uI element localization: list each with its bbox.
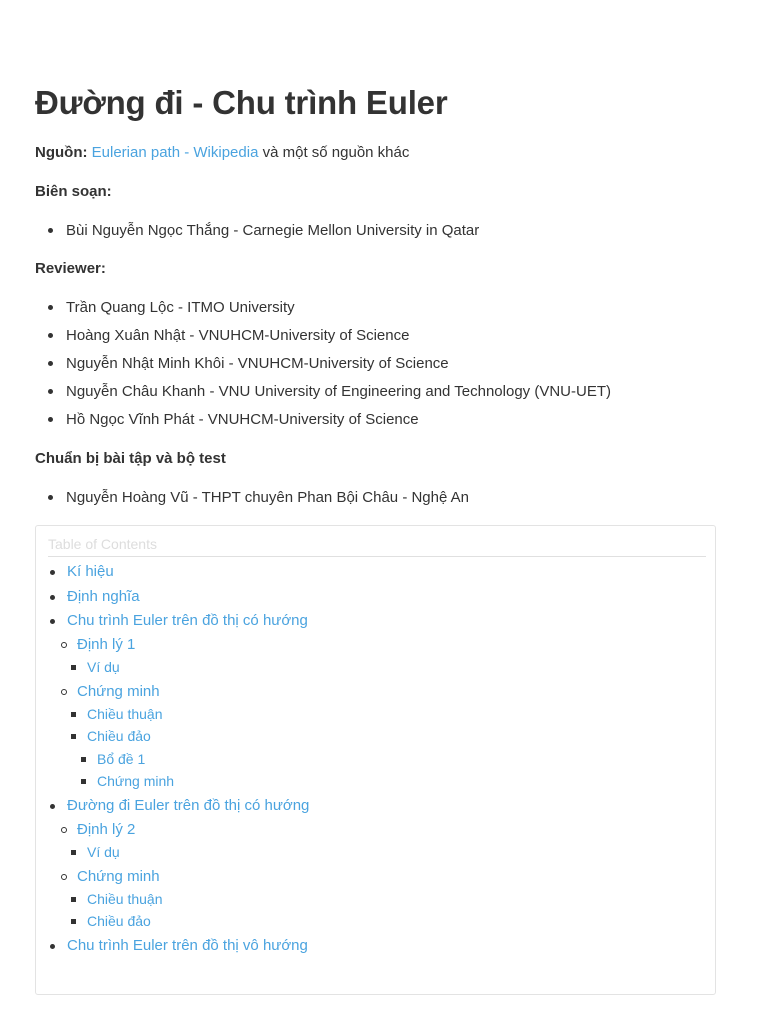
circle-bullet-icon — [61, 827, 67, 833]
source-line — [35, 143, 409, 163]
reviewers-heading: Reviewer: — [35, 260, 106, 277]
toc-item-label: Kí hiệu — [67, 563, 114, 580]
toc-item-label: Chiều đảo — [87, 728, 151, 744]
testers-list — [35, 488, 469, 516]
toc-item[interactable] — [87, 912, 151, 930]
circle-bullet-icon — [61, 874, 67, 880]
square-bullet-icon — [71, 712, 76, 717]
toc-item[interactable] — [87, 890, 163, 908]
list-item: Nguyễn Nhật Minh Khôi - VNUHCM-University of Science — [35, 354, 611, 382]
toc-item[interactable] — [97, 750, 145, 768]
toc-item[interactable] — [87, 843, 120, 861]
toc-item-label: Chu trình Euler trên đồ thị vô hướng — [67, 937, 308, 954]
list-item: Nguyễn Hoàng Vũ - THPT chuyên Phan Bội Châu - Nghệ An — [35, 488, 469, 516]
square-bullet-icon — [71, 850, 76, 855]
toc-item-label: Đường đi Euler trên đồ thị có hướng — [67, 797, 310, 814]
toc-item-label: Định nghĩa — [67, 588, 140, 605]
source-suffix: và một số nguồn khác — [262, 144, 410, 161]
circle-bullet-icon — [61, 642, 67, 648]
toc-item[interactable] — [87, 727, 151, 745]
toc-item[interactable] — [87, 658, 120, 676]
toc-item-label: Chu trình Euler trên đồ thị có hướng — [67, 612, 308, 629]
toc-item[interactable] — [67, 587, 140, 607]
square-bullet-icon — [71, 897, 76, 902]
page-title: Đường đi - Chu trình Euler — [35, 84, 448, 121]
toc-item-label: Chiều thuận — [87, 891, 163, 907]
list-item: Nguyễn Châu Khanh - VNU University of Engineering and Technology (VNU-UET) — [35, 382, 611, 410]
toc-item-label: Ví dụ — [87, 659, 120, 675]
bullet-icon — [50, 595, 55, 600]
toc-item-label: Bổ đề 1 — [97, 751, 146, 767]
list-item: Hồ Ngọc Vĩnh Phát - VNUHCM-University of Science — [35, 410, 611, 438]
toc-item[interactable] — [77, 820, 135, 840]
reviewers-list — [35, 298, 611, 438]
editors-heading: Biên soạn: — [35, 183, 112, 200]
toc-title: Table of Contents — [48, 535, 706, 557]
editors-list — [35, 221, 479, 249]
toc-item[interactable] — [67, 796, 309, 816]
square-bullet-icon — [71, 665, 76, 670]
toc-item-label: Định lý 2 — [77, 821, 136, 838]
toc-item[interactable] — [77, 867, 160, 887]
table-of-contents — [35, 525, 716, 995]
bullet-icon — [50, 944, 55, 949]
source-label: Nguồn: — [35, 144, 88, 161]
toc-item-label: Chiều thuận — [87, 706, 163, 722]
bullet-icon — [50, 619, 55, 624]
bullet-icon — [50, 570, 55, 575]
toc-item-label: Định lý 1 — [77, 636, 136, 653]
toc-item[interactable] — [67, 562, 114, 582]
toc-item-label: Chứng minh — [77, 868, 160, 885]
toc-item-label: Ví dụ — [87, 844, 120, 860]
wikipedia-link[interactable]: Eulerian path - Wikipedia — [91, 144, 259, 161]
toc-item[interactable] — [77, 682, 160, 702]
toc-item[interactable] — [97, 772, 174, 790]
bullet-icon — [50, 804, 55, 809]
toc-item[interactable] — [67, 936, 308, 956]
square-bullet-icon — [81, 779, 86, 784]
toc-item[interactable] — [87, 705, 163, 723]
toc-item[interactable] — [77, 635, 135, 655]
toc-item[interactable] — [67, 611, 308, 631]
square-bullet-icon — [71, 919, 76, 924]
testers-heading: Chuẩn bị bài tập và bộ test — [35, 450, 226, 467]
toc-item-label: Chứng minh — [97, 773, 175, 789]
list-item: Bùi Nguyễn Ngọc Thắng - Carnegie Mellon University in Qatar — [35, 221, 479, 249]
square-bullet-icon — [81, 757, 86, 762]
toc-item-label: Chiều đảo — [87, 913, 151, 929]
list-item: Trần Quang Lộc - ITMO University — [35, 298, 611, 326]
square-bullet-icon — [71, 734, 76, 739]
list-item: Hoàng Xuân Nhật - VNUHCM-University of Science — [35, 326, 611, 354]
toc-item-label: Chứng minh — [77, 683, 160, 700]
circle-bullet-icon — [61, 689, 67, 695]
